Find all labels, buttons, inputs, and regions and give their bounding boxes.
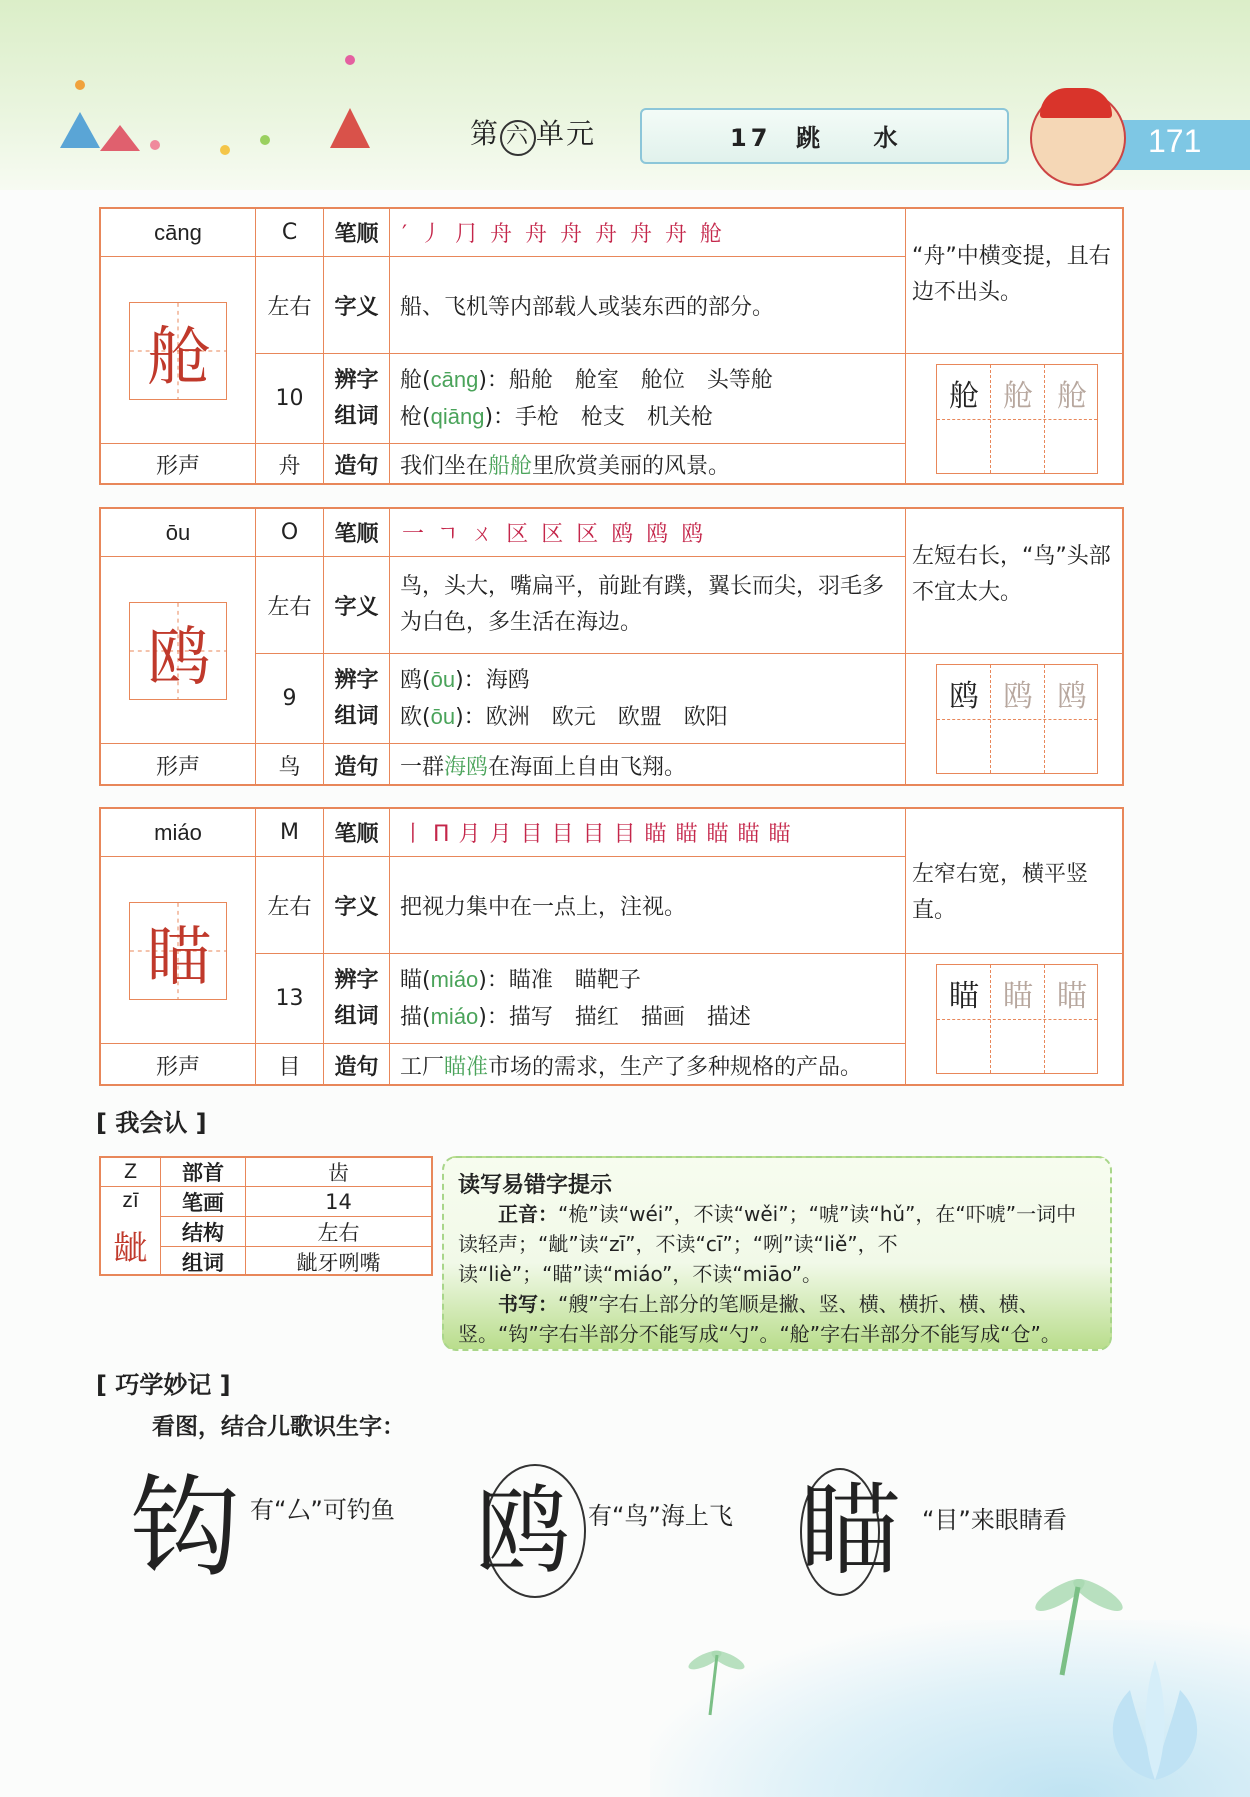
bianzi-words: 瞄准 瞄靶子: [508, 967, 641, 993]
label-zuci: 组词: [334, 703, 379, 729]
practice-box: [1045, 665, 1099, 773]
label-zuci: 组词: [334, 403, 379, 429]
sentence-part: 我们坐在: [400, 454, 489, 479]
card-bianzi: [390, 954, 906, 1044]
recognize-value: 14: [246, 1187, 431, 1217]
tips-shuxie-text: “艘”字右上部分的笔顺是撇、竖、横、横折、横、横、竖。“钩”字右半部分不能写成“勺”。“舱”字右半部分不能写成“仓”。: [458, 1292, 1061, 1346]
practice-char: 舱: [1057, 379, 1087, 414]
label-ziyi: 字义: [324, 857, 390, 954]
flower-decoration: [220, 145, 230, 155]
label-zaoju: 造句: [324, 744, 390, 786]
bianzi-pinyin: ōu: [430, 666, 456, 692]
card-big-char-cell: [101, 857, 256, 1044]
house-decoration: [60, 112, 100, 148]
card-radical: 舟: [256, 444, 324, 485]
recognize-label: 组词: [161, 1247, 246, 1276]
practice-box: [1045, 365, 1099, 473]
memory-char: 瞄: [800, 1472, 900, 1589]
card-stroke-order: ′ 丿 ⺆ 舟 舟 舟 舟 舟 舟 舱: [390, 209, 906, 257]
label-bianzi-zuci: [324, 354, 390, 444]
card-type: 形声: [101, 444, 256, 485]
tips-shuxie: [458, 1289, 1096, 1349]
flower-decoration: [260, 135, 270, 145]
unit-label: [470, 112, 596, 156]
label-zaoju: 造句: [324, 444, 390, 485]
memory-char: 鸥: [475, 1475, 571, 1587]
card-stroke-order: 一 ㄱ ㄨ 区 区 区 鸥 鸥 鸥: [390, 509, 906, 557]
card-sentence: [390, 1044, 906, 1086]
practice-box: [991, 365, 1045, 473]
practice-box: [937, 965, 991, 1073]
recognize-label: 部首: [161, 1158, 246, 1187]
unit-prefix: 第: [470, 117, 501, 150]
bianzi-words: 海鸥: [485, 667, 530, 693]
sentence-highlight: 船舱: [488, 454, 533, 479]
recognize-pinyin: zī: [101, 1187, 161, 1215]
practice-char: 瞄: [1057, 979, 1087, 1014]
card-pinyin: miáo: [101, 809, 256, 857]
practice-char: 舱: [1003, 379, 1033, 414]
label-zuci: 组词: [334, 1003, 379, 1029]
label-bishun: 笔顺: [324, 509, 390, 557]
label-zaoju: 造句: [324, 1044, 390, 1086]
sentence-part: 在海面上自由飞翔。: [488, 754, 687, 780]
practice-char: 舱: [949, 379, 979, 414]
big-char-box: [129, 302, 227, 400]
memory-text: “目”来眼睛看: [922, 1506, 1067, 1534]
memory-text: 有“厶”可钓鱼: [250, 1496, 395, 1524]
card-radical: 目: [256, 1044, 324, 1086]
memory-instruction: 看图，结合儿歌识生字：: [152, 1414, 405, 1440]
bianzi-line-1: 鸥(ōu)：海鸥: [400, 666, 530, 693]
tips-title: 读写易错字提示: [458, 1173, 613, 1198]
unit-number: 六: [500, 120, 536, 156]
card-tip-cell: [906, 509, 1122, 654]
bianzi-pinyin: miáo: [430, 966, 479, 992]
boy-hat: [1040, 88, 1112, 118]
bianzi-words: 手枪 枪支 机关枪: [515, 404, 714, 430]
card-stroke-order: 丨 П 月 月 目 目 目 目 瞄 瞄 瞄 瞄 瞄: [390, 809, 906, 857]
label-bishun: 笔顺: [324, 209, 390, 257]
bianzi-line-2: 描(miáo)：描写 描红 描画 描述: [400, 1003, 751, 1030]
card-big-char-cell: [101, 257, 256, 444]
card-meaning: 船、飞机等内部载人或装东西的部分。: [390, 257, 906, 354]
house-decoration: [330, 108, 370, 148]
section-title-memory: [ 巧学妙记 ]: [96, 1371, 231, 1399]
tips-zhengyin: [458, 1199, 1096, 1289]
bianzi-char: 鸥: [400, 667, 423, 693]
card-meaning: 把视力集中在一点上，注视。: [390, 857, 906, 954]
practice-grid: [936, 364, 1098, 474]
bianzi-char: 描: [400, 1004, 423, 1030]
card-meaning: 鸟，头大，嘴扁平，前趾有蹼，翼长而尖，羽毛多为白色，多生活在海边。: [390, 557, 906, 654]
practice-char: 瞄: [1003, 979, 1033, 1014]
bianzi-words: 欧洲 欧元 欧盟 欧阳: [485, 704, 728, 730]
card-tip: “舟”中横变提，且右边不出头。: [912, 244, 1111, 305]
char-card-ou: [99, 507, 1124, 786]
memory-char: 钩: [130, 1464, 240, 1592]
tips-zhengyin-text: “桅”读“wéi”，不读“wěi”；“唬”读“hǔ”，在“吓唬”一词中读轻声；“龇”读“zī”，不读“cī”；“咧”读“liě”，不读“liè”；“瞄”读“miáo”，不读“miāo”。: [458, 1202, 1077, 1286]
sentence-part: 一群: [400, 754, 445, 780]
practice-char: 鸥: [1057, 679, 1087, 714]
card-initial: O: [256, 509, 324, 557]
recognize-value: 齿: [246, 1158, 431, 1187]
bianzi-words: 船舱 舱室 舱位 头等舱: [508, 367, 773, 393]
big-char: 舱: [147, 321, 211, 395]
bianzi-char: 瞄: [400, 967, 423, 993]
sentence-highlight: 瞄准: [444, 1054, 489, 1080]
card-type: 形声: [101, 1044, 256, 1086]
recognize-label: 笔画: [161, 1187, 246, 1217]
tips-zhengyin-label: 正音：: [498, 1202, 558, 1226]
card-radical: 鸟: [256, 744, 324, 786]
bianzi-pinyin: cāng: [430, 366, 479, 392]
card-stroke-count: 9: [256, 654, 324, 744]
recognize-value: 龇牙咧嘴: [296, 1250, 381, 1275]
card-structure: 左右: [256, 257, 324, 354]
practice-box: [937, 365, 991, 473]
practice-box: [937, 665, 991, 773]
bianzi-line-1: 舱(cāng)：船舱 舱室 舱位 头等舱: [400, 366, 773, 393]
card-stroke-count: 13: [256, 954, 324, 1044]
practice-box: [1045, 965, 1099, 1073]
flower-decoration: [150, 140, 160, 150]
card-tip: 左短右长，“鸟”头部不宜太大。: [912, 544, 1111, 605]
card-pinyin: cāng: [101, 209, 256, 257]
label-bianzi-zuci: [324, 954, 390, 1044]
practice-char: 鸥: [949, 679, 979, 714]
bianzi-words: 描写 描红 描画 描述: [508, 1004, 751, 1030]
card-sentence: [390, 744, 906, 786]
sentence-highlight: 海鸥: [444, 754, 489, 780]
card-bianzi: [390, 654, 906, 744]
label-bianzi: 辨字: [334, 667, 379, 693]
flower-decoration: [75, 80, 85, 90]
tips-box: [442, 1156, 1112, 1351]
recognize-char: 龇: [101, 1215, 161, 1276]
recognize-initial: Z: [101, 1158, 161, 1187]
sentence-part: 市场的需求，生产了多种规格的产品。: [488, 1054, 863, 1080]
bianzi-line-1: 瞄(miáo)：瞄准 瞄靶子: [400, 966, 641, 993]
recognize-value: 左右: [246, 1217, 431, 1247]
card-pinyin: ōu: [101, 509, 256, 557]
card-big-char-cell: [101, 557, 256, 744]
lesson-title: 17 跳 水: [730, 124, 902, 152]
practice-grid: [936, 964, 1098, 1074]
bianzi-char: 欧: [400, 704, 423, 730]
practice-grid: [936, 664, 1098, 774]
label-bianzi: 辨字: [334, 367, 379, 393]
card-stroke-count: 10: [256, 354, 324, 444]
card-type: 形声: [101, 744, 256, 786]
card-structure: 左右: [256, 557, 324, 654]
char-card-miao: [99, 807, 1124, 1086]
lotus-icon: [1070, 1650, 1240, 1790]
card-tip: 左窄右宽，横平竖直。: [912, 862, 1089, 923]
bianzi-pinyin: qiāng: [430, 403, 485, 429]
practice-char: 鸥: [1003, 679, 1033, 714]
recognize-label: 结构: [161, 1217, 246, 1247]
dragonfly-icon: [680, 1640, 750, 1720]
card-sentence: [390, 444, 906, 485]
practice-char: 瞄: [949, 979, 979, 1014]
card-bianzi: [390, 354, 906, 444]
big-char-box: [129, 902, 227, 1000]
flower-decoration: [345, 55, 355, 65]
label-bishun: 笔顺: [324, 809, 390, 857]
bianzi-line-2: 欧(ōu)：欧洲 欧元 欧盟 欧阳: [400, 703, 728, 730]
bianzi-char: 枪: [400, 404, 423, 430]
card-tip-cell: [906, 209, 1122, 354]
tips-shuxie-label: 书写：: [498, 1292, 558, 1316]
label-ziyi: 字义: [324, 557, 390, 654]
bianzi-pinyin: miáo: [430, 1003, 479, 1029]
section-title-recognize: [ 我会认 ]: [96, 1109, 207, 1137]
char-card-cang: [99, 207, 1124, 485]
card-initial: M: [256, 809, 324, 857]
card-structure: 左右: [256, 857, 324, 954]
bianzi-char: 舱: [400, 367, 423, 393]
recognize-table: [99, 1156, 433, 1276]
label-bianzi-zuci: [324, 654, 390, 744]
sentence-part: 工厂: [400, 1054, 445, 1080]
big-char: 瞄: [147, 921, 211, 995]
page-number: 171: [1148, 123, 1202, 159]
big-char: 鸥: [147, 621, 211, 695]
memory-text: 有“鸟”海上飞: [588, 1502, 733, 1530]
unit-suffix: 单元: [536, 117, 597, 150]
house-decoration: [100, 125, 140, 151]
practice-box: [991, 965, 1045, 1073]
sentence-part: 里欣赏美丽的风景。: [532, 454, 731, 479]
big-char-box: [129, 602, 227, 700]
practice-box: [991, 665, 1045, 773]
label-bianzi: 辨字: [334, 967, 379, 993]
card-tip-cell: [906, 809, 1122, 954]
bianzi-line-2: 枪(qiāng)：手枪 枪支 机关枪: [400, 403, 714, 430]
card-initial: C: [256, 209, 324, 257]
bianzi-pinyin: ōu: [430, 703, 456, 729]
label-ziyi: 字义: [324, 257, 390, 354]
